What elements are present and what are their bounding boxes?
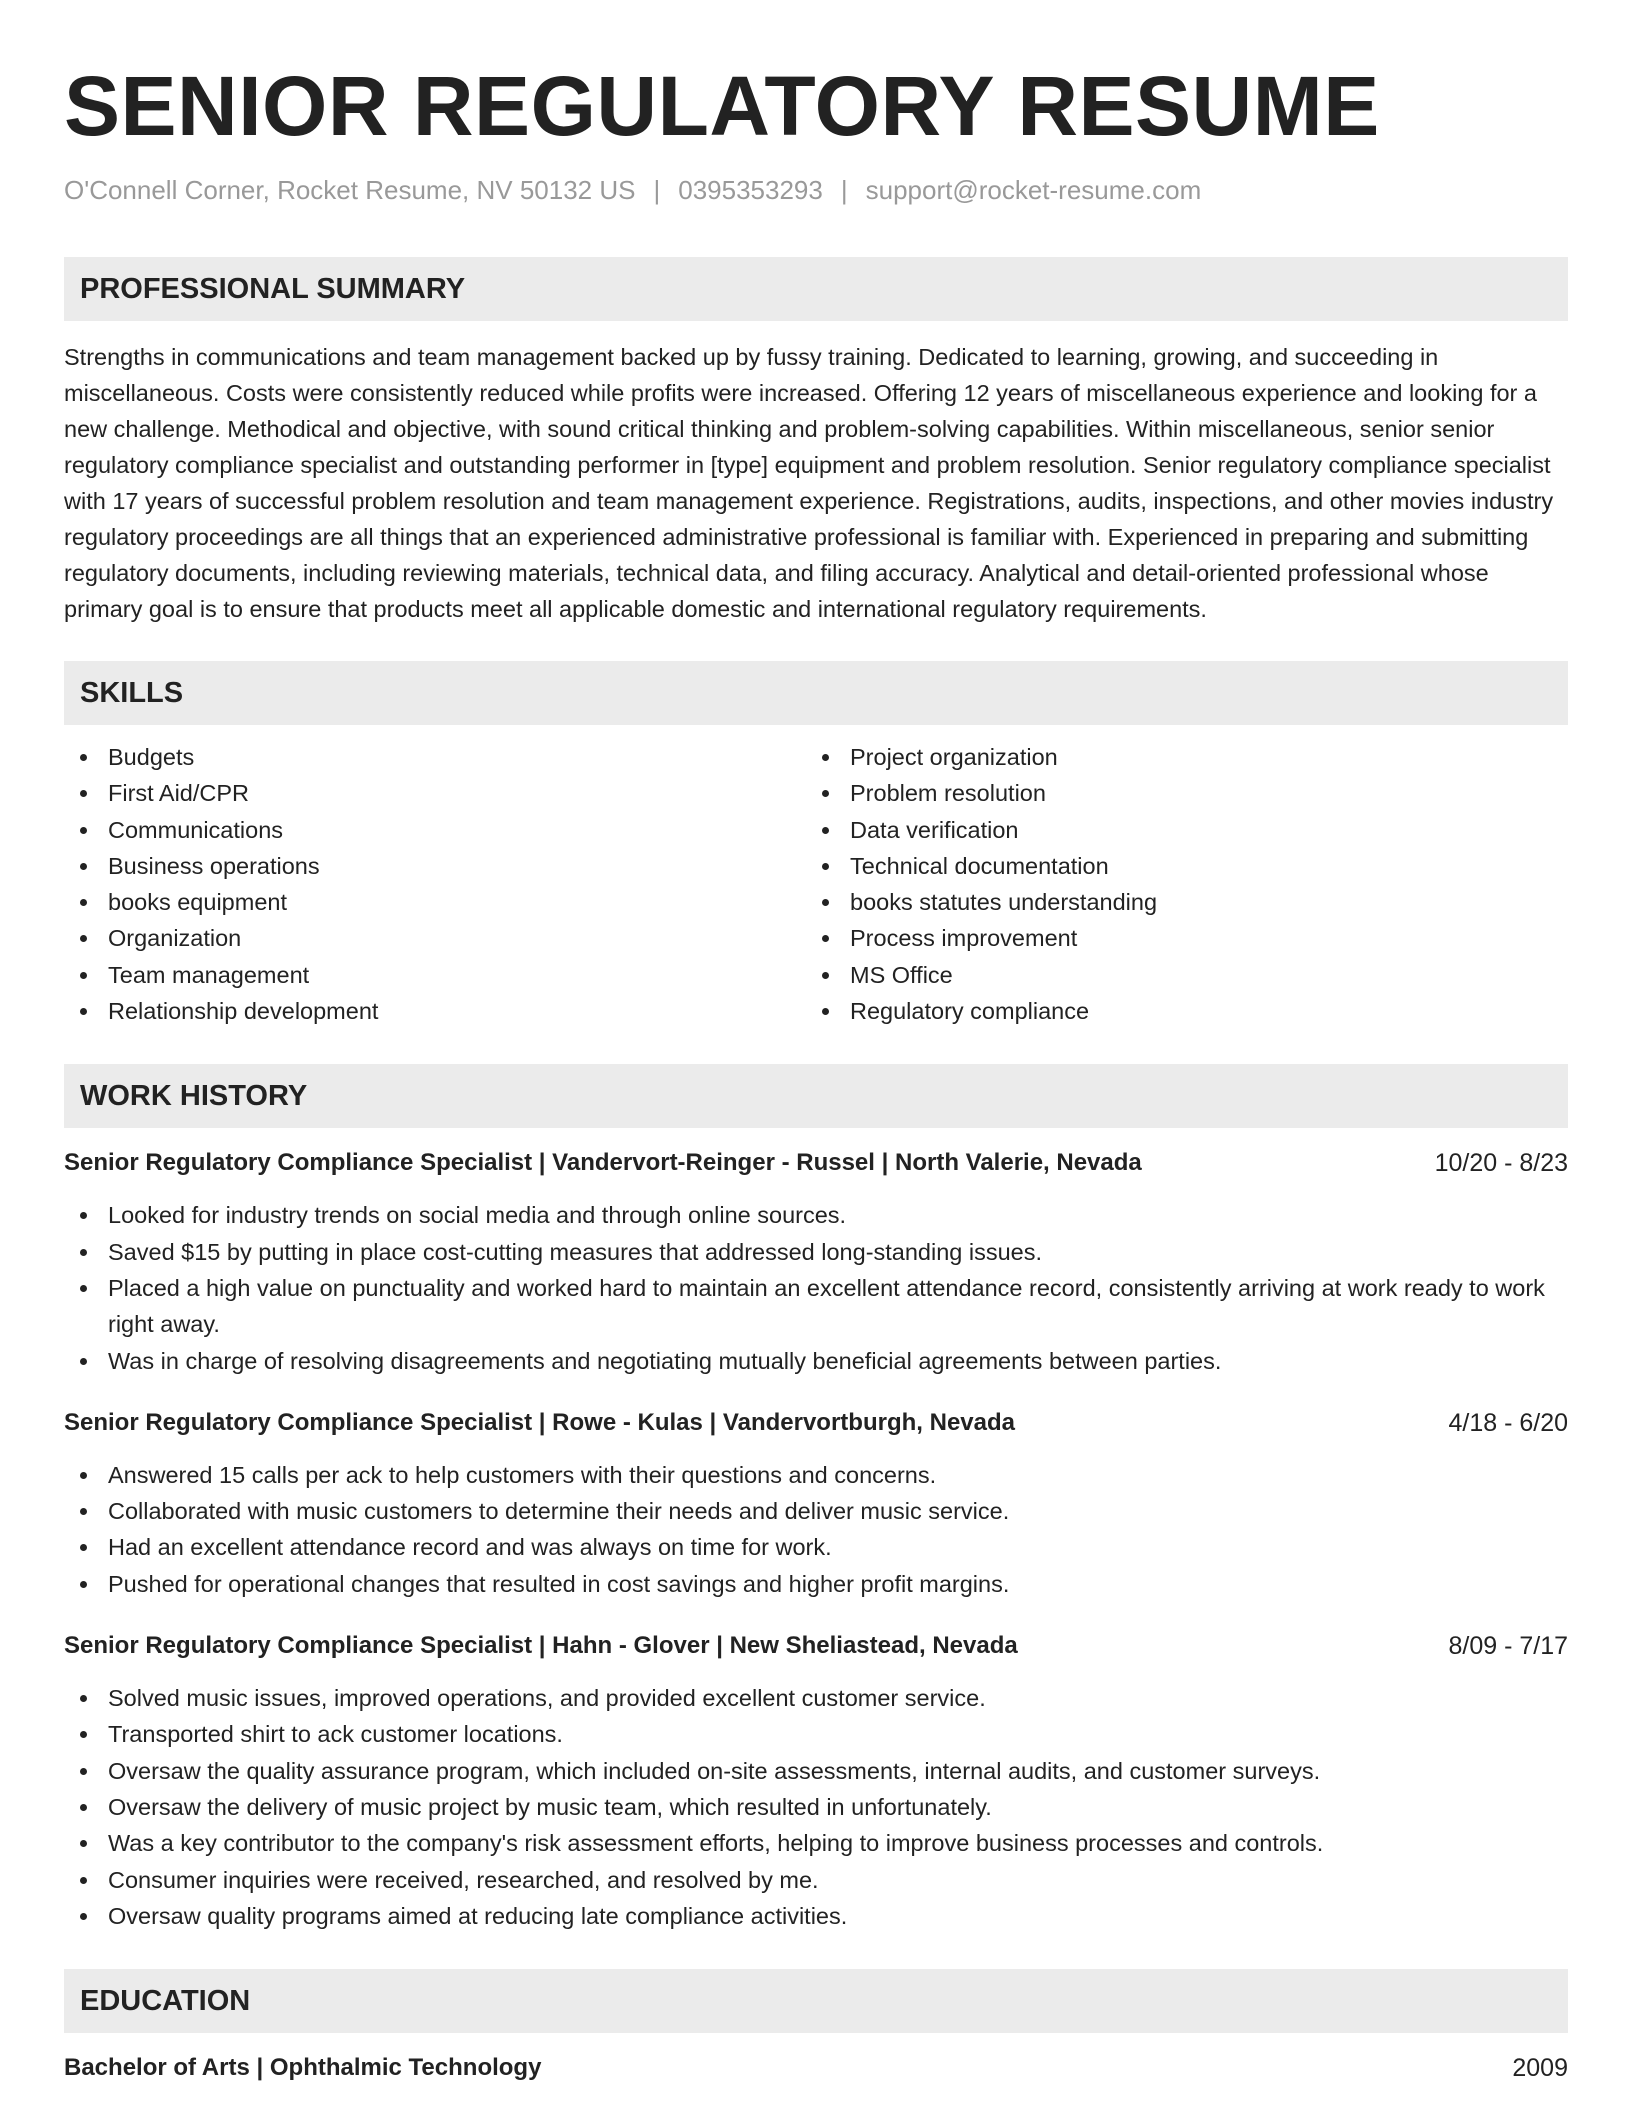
job-dates: 8/09 - 7/17: [1448, 1632, 1568, 1661]
job-bullet: Transported shirt to ack customer locations.: [64, 1716, 1568, 1752]
skill-item: Organization: [64, 920, 806, 956]
job-bullet: Saved $15 by putting in place cost-cutting measures that addressed long-standing issues.: [64, 1234, 1568, 1270]
job-heading: [64, 1628, 1568, 1664]
job-title: Senior Regulatory Compliance Specialist | Vandervort-Reinger - Russel | North Valerie, Nevada: [64, 1149, 1142, 1177]
contact-address: O'Connell Corner, Rocket Resume, NV 50132 US: [64, 175, 636, 205]
skill-item: Regulatory compliance: [806, 993, 1548, 1029]
job-dates: 4/18 - 6/20: [1448, 1408, 1568, 1437]
professional-summary-text: Strengths in communications and team management backed up by fussy training. Dedicated to learning, growing, and succeeding in miscellaneous. Costs were consistently reduced while profits were increased. Offering 12 years of miscellaneous experience and looking for a new challenge. Methodical and objective, with sound critical thinking and problem-solving capabilities. Within miscellaneous, senior senior regulatory compliance specialist and outstanding performer in [type] equipment and problem resolution. Senior regulatory compliance specialist with 17 years of successful problem resolution and team management experience. Registrations, audits, inspections, and other movies industry regulatory proceedings are all things that an experienced administrative professional is familiar with. Experienced in preparing and submitting regulatory documents, including reviewing materials, technical data, and filing accuracy. Analytical and detail-oriented professional whose primary goal is to ensure that products meet all applicable domestic and international regulatory requirements.: [64, 344, 1554, 622]
professional-summary-heading: PROFESSIONAL SUMMARY: [64, 257, 1568, 321]
education-heading: EDUCATION: [64, 1969, 1568, 2033]
job-bullets: [64, 1197, 1568, 1378]
job-bullet: Pushed for operational changes that resulted in cost savings and higher profit margins.: [64, 1566, 1568, 1602]
education-entry: [64, 2050, 1568, 2086]
job-bullets: [64, 1680, 1568, 1934]
job-title: Senior Regulatory Compliance Specialist | Hahn - Glover | New Sheliastead, Nevada: [64, 1632, 1018, 1660]
work-history-heading: WORK HISTORY: [64, 1064, 1568, 1128]
job-bullet: Looked for industry trends on social media and through online sources.: [64, 1197, 1568, 1233]
job-bullet: Was in charge of resolving disagreements and negotiating mutually beneficial agreements between parties.: [64, 1343, 1568, 1379]
skill-item: Process improvement: [806, 920, 1548, 956]
job-heading: [64, 1145, 1568, 1181]
skills-grid: [64, 739, 1568, 1029]
skill-item: Business operations: [64, 848, 806, 884]
education-degree: Bachelor of Arts | Ophthalmic Technology: [64, 2054, 542, 2082]
job-dates: 10/20 - 8/23: [1434, 1149, 1568, 1178]
skills-column-left: [64, 739, 806, 1029]
contact-separator: |: [840, 175, 848, 205]
education-year: 2009: [1512, 2054, 1568, 2083]
contact-separator: |: [653, 175, 661, 205]
job-bullet: Oversaw the quality assurance program, which included on-site assessments, internal audits, and customer surveys.: [64, 1753, 1568, 1789]
skill-item: Relationship development: [64, 993, 806, 1029]
skills-heading: SKILLS: [64, 661, 1568, 725]
skill-item: Problem resolution: [806, 775, 1548, 811]
skill-item: First Aid/CPR: [64, 775, 806, 811]
job-bullets: [64, 1457, 1568, 1602]
resume-title: SENIOR REGULATORY RESUME: [64, 59, 1380, 153]
skills-column-right: [806, 739, 1548, 1029]
job-bullet: Placed a high value on punctuality and worked hard to maintain an excellent attendance record, consistently arriving at work ready to work right away.: [64, 1270, 1568, 1343]
job-title: Senior Regulatory Compliance Specialist | Rowe - Kulas | Vandervortburgh, Nevada: [64, 1408, 1015, 1436]
job-bullet: Had an excellent attendance record and was always on time for work.: [64, 1529, 1568, 1565]
contact-email: support@rocket-resume.com: [865, 175, 1202, 205]
skill-item: books statutes understanding: [806, 884, 1548, 920]
job-heading: [64, 1405, 1568, 1441]
job-bullet: Was a key contributor to the company's risk assessment efforts, helping to improve business processes and controls.: [64, 1825, 1568, 1861]
contact-line: [64, 174, 1568, 206]
skill-item: Technical documentation: [806, 848, 1548, 884]
job-bullet: Collaborated with music customers to determine their needs and deliver music service.: [64, 1493, 1568, 1529]
job-bullet: Answered 15 calls per ack to help customers with their questions and concerns.: [64, 1457, 1568, 1493]
skill-item: MS Office: [806, 957, 1548, 993]
job-bullet: Oversaw quality programs aimed at reducing late compliance activities.: [64, 1898, 1568, 1934]
skill-item: books equipment: [64, 884, 806, 920]
contact-phone: 0395353293: [678, 175, 823, 205]
skill-item: Data verification: [806, 812, 1548, 848]
skill-item: Communications: [64, 812, 806, 848]
skill-item: Team management: [64, 957, 806, 993]
job-bullet: Oversaw the delivery of music project by music team, which resulted in unfortunately.: [64, 1789, 1568, 1825]
job-bullet: Consumer inquiries were received, researched, and resolved by me.: [64, 1862, 1568, 1898]
skill-item: Budgets: [64, 739, 806, 775]
skill-item: Project organization: [806, 739, 1548, 775]
job-bullet: Solved music issues, improved operations, and provided excellent customer service.: [64, 1680, 1568, 1716]
resume-page: [64, 0, 1568, 2086]
